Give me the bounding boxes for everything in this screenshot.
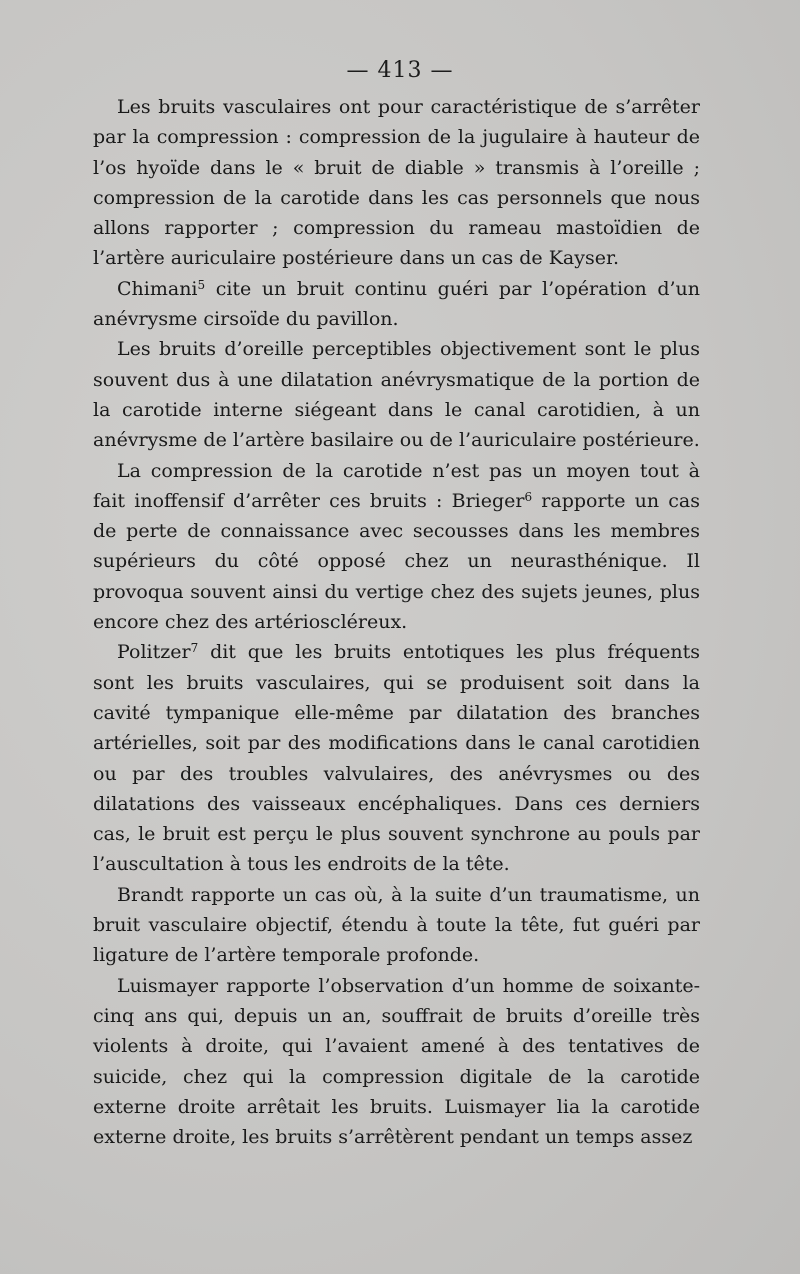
paragraph (93, 92, 700, 274)
paragraph (93, 334, 700, 455)
paragraph (93, 971, 700, 1153)
text-run: dit que les bruits entotiques les plus fréquents sont les bruits vasculaires, qui se produisent soit dans la cavité tympanique elle-même par dilatation des branches artérielles, soit par des modifications dans le canal carotidien ou par des troubles valvulaires, des anévrysmes ou des dilatations des vaisseaux encéphaliques. Dans ces derniers cas, le bruit est perçu le plus souvent synchrone au pouls par l’auscultation à tous les endroits de la tête. (93, 641, 700, 876)
text-run: cite un bruit continu guéri par l’opération d’un anévrysme cirsoïde du pavillon. (93, 277, 700, 331)
text-run: rapporte un cas de perte de connaissance avec secousses dans les membres supérieurs du côté opposé chez un neurasthénique. Il provoqua souvent ainsi du vertige chez des sujets jeunes, plus encore chez des artérioscléreux. (93, 489, 700, 634)
body-text (93, 92, 700, 1152)
footnote-ref: 6 (524, 489, 533, 504)
paragraph (93, 456, 700, 638)
text-run: Politzer (117, 641, 191, 664)
text-run: Les bruits d’oreille perceptibles objectivement sont le plus souvent dus à une dilatation anévrysmatique de la portion de la carotide interne siégeant dans le canal carotidien, à un anévrysme de l’artère basilaire ou de l’auriculaire postérieure. (93, 338, 700, 452)
text-run: Brandt rapporte un cas où, à la suite d’un traumatisme, un bruit vasculaire objectif, étendu à toute la tête, fut guéri par ligature de l’artère temporale profonde. (93, 883, 700, 967)
text-run: La compression de la carotide n’est pas un moyen tout à fait inoffensif d’arrêter ces bruits : Brieger (93, 459, 700, 512)
paragraph (93, 637, 700, 879)
paragraph (93, 880, 700, 971)
page-number: — 413 — (346, 58, 454, 83)
text-run: Les bruits vasculaires ont pour caractéristique de s’arrêter par la compression : compression de la jugulaire à hauteur de l’os hyoïde dans le « bruit de diable » transmis à l’oreille ; compression de la carotide dans les cas personnels que nous allons rapporter ; compression du rameau mastoïdien de l’artère auriculaire postérieure dans un cas de Kayser. (93, 96, 700, 270)
footnote-ref: 5 (197, 277, 206, 292)
paragraph (93, 274, 700, 335)
text-run: Chimani (117, 277, 198, 300)
footnote-ref: 7 (190, 641, 199, 656)
text-run: Luismayer rapporte l’observation d’un homme de soixante-cinq ans qui, depuis un an, souffrait de bruits d’oreille très violents à droite, qui l’avaient amené à des tentatives de suicide, chez qui la compression digitale de la carotide externe droite arrêtait les bruits. Luismayer lia la carotide externe droite, les bruits s’arrêtèrent pendant un temps assez (93, 974, 700, 1149)
